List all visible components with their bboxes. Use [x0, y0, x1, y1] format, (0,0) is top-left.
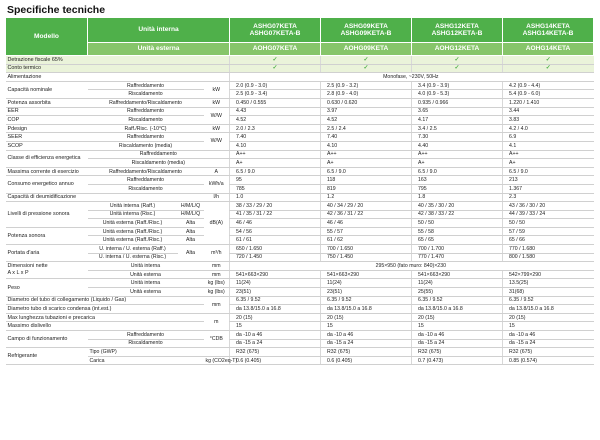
row-scop — [6, 141, 594, 150]
cell: 50 / 50 — [412, 219, 503, 228]
cell: 50 / 50 — [503, 219, 594, 228]
sub-hml: H/M/L/Q — [178, 210, 204, 219]
cell: 770 / 1.470 — [412, 253, 503, 262]
cell: 20 (15) — [412, 313, 503, 322]
cell: 2.5 / 2.4 — [321, 124, 412, 133]
sub-risc: Riscaldamento — [88, 339, 204, 348]
cell: 25(55) — [412, 288, 503, 297]
row-ps-ui — [6, 236, 594, 245]
cell: da 13.8/15.0 a 16.8 — [321, 305, 412, 314]
cell: 542×799×290 — [503, 270, 594, 279]
sub-alta: Alta — [178, 245, 204, 262]
cell: 31(68) — [503, 288, 594, 297]
cell: 20 (15) — [321, 313, 412, 322]
cell: 55 / 57 — [321, 227, 412, 236]
cell: R32 (675) — [321, 348, 412, 357]
cell: 3.44 — [503, 107, 594, 116]
cell: 4.17 — [412, 116, 503, 125]
cell: 15 — [503, 322, 594, 331]
spec-table — [5, 17, 594, 365]
cell: 6.5 / 9.0 — [321, 167, 412, 176]
cell: da 13.8/15.0 a 16.8 — [412, 305, 503, 314]
row-classe-risc — [6, 159, 594, 168]
cell: 7.30 — [412, 133, 503, 142]
model-ext-0: AOHG07KETA — [230, 43, 321, 56]
cell: 42 / 38 / 33 / 22 — [412, 210, 503, 219]
cell: A+ — [230, 159, 321, 168]
cell: 0.450 / 0.555 — [230, 98, 321, 107]
label-capacita: Capacità nominale — [6, 81, 88, 98]
cell: 3.83 — [503, 116, 594, 125]
sub-ui: Unità interna — [88, 262, 204, 271]
unit-a: A — [204, 167, 230, 176]
row-ps-ue — [6, 227, 594, 236]
unit-mm: mm — [204, 296, 230, 313]
model-int-1: ASHG09KETA ASHG09KETA-B — [321, 18, 412, 43]
cell: 0.630 / 0.620 — [321, 98, 412, 107]
cell: 1.8 — [412, 193, 503, 202]
label-deum: Capacità di deumidificazione — [6, 193, 204, 202]
sub-alta: Alta — [178, 219, 204, 228]
row-detrazione — [6, 56, 594, 65]
cell: A+ — [321, 159, 412, 168]
sub-ui-ue-raff: U. interna / U. esterna (Raff.) — [88, 245, 178, 254]
cell: 40 / 35 / 30 / 20 — [412, 202, 503, 211]
cell: 0.7 (0.473) — [412, 356, 503, 365]
row-peso-ui — [6, 279, 594, 288]
cell: 3.65 — [412, 107, 503, 116]
sub-tipo: Tipo (GWP) — [88, 348, 204, 357]
unita-esterna-header: Unità esterna — [88, 43, 230, 56]
row-alimentazione — [6, 73, 594, 82]
check-icon: ✓ — [321, 56, 412, 65]
row-dislivello — [6, 322, 594, 331]
cell: A++ — [230, 150, 321, 159]
cell: 38 / 33 / 29 / 20 — [230, 202, 321, 211]
cell: 2.0 / 2.3 — [230, 124, 321, 133]
cell: 0.6 (0.405) — [321, 356, 412, 365]
cell: 4.52 — [321, 116, 412, 125]
cell: R32 (675) — [230, 348, 321, 357]
row-lps-ui-risc — [6, 210, 594, 219]
unit-mm: mm — [204, 262, 230, 271]
sub-ui-raff: Unità interna (Raff.) — [88, 202, 178, 211]
unit-mm: mm — [204, 270, 230, 279]
check-icon: ✓ — [503, 56, 594, 65]
model-int-3: ASHG14KETA ASHG14KETA-B — [503, 18, 594, 43]
unit-kwh: kWh/a — [204, 176, 230, 193]
model-ext-1: AOHG09KETA — [321, 43, 412, 56]
cell: 720 / 1.450 — [230, 253, 321, 262]
cell: 15 — [321, 322, 412, 331]
cell: 3.4 / 2.5 — [412, 124, 503, 133]
unit-empty — [204, 348, 230, 357]
cell: R32 (675) — [503, 348, 594, 357]
unit-lh: l/h — [204, 193, 230, 202]
cell: 13.5(25) — [503, 279, 594, 288]
sub-raff-risc: Raffreddamento/Riscaldamento — [88, 167, 204, 176]
model-int-2: ASHG12KETA ASHG12KETA-B — [412, 18, 503, 43]
unit-ww: W/W — [204, 133, 230, 150]
row-potenza — [6, 98, 594, 107]
cell: 1.220 / 1.410 — [503, 98, 594, 107]
row-portata-raff — [6, 245, 594, 254]
cell: 213 — [503, 176, 594, 185]
label-eer: EER — [6, 107, 88, 116]
sub-raff: Raffreddamento — [88, 176, 204, 185]
cell: 0.935 / 0.966 — [412, 98, 503, 107]
row-consumo-raff — [6, 176, 594, 185]
unit-dba: dB(A) — [204, 202, 230, 245]
unit-ww: W/W — [204, 107, 230, 124]
label-refrigerante: Refrigerante — [6, 348, 88, 365]
sub-ue-raff-risc: Unità esterna (Raff./Risc.) — [88, 219, 178, 228]
cell: 6.35 / 9.52 — [503, 296, 594, 305]
row-dim-ui — [6, 262, 594, 271]
sub-raff: Raffreddamento — [88, 133, 204, 142]
cell: 700 / 1.700 — [412, 245, 503, 254]
cell: 11(24) — [321, 279, 412, 288]
sub-raff-risc: Raffreddamento/Riscaldamento — [88, 98, 204, 107]
cell: 0.85 (0.574) — [503, 356, 594, 365]
cell: da 13.8/15.0 a 16.8 — [230, 305, 321, 314]
check-icon: ✓ — [503, 64, 594, 73]
sub-ui: Unità interna — [88, 279, 204, 288]
label-alimentazione: Alimentazione — [6, 73, 230, 82]
sub-ue-raff-risc: Unità esterna (Raff./Risc.) — [88, 236, 178, 245]
label-pdesign: Pdesign — [6, 124, 88, 133]
cell: da -10 a 46 — [321, 331, 412, 340]
sub-ue: Unità esterna — [88, 270, 204, 279]
sub-pdesign: Raff./Risc. (-10°C) — [88, 124, 204, 133]
value-alimentazione: Monofase, ~230V, 50Hz — [230, 73, 594, 82]
label-conto: Conto termico — [6, 64, 230, 73]
cell: 700 / 1.650 — [321, 245, 412, 254]
row-lps-ui-raff — [6, 202, 594, 211]
cell: 4.1 — [503, 141, 594, 150]
label-detrazione: Detrazione fiscale 65% — [6, 56, 230, 65]
check-icon: ✓ — [321, 64, 412, 73]
cell: A++ — [503, 150, 594, 159]
row-pdesign — [6, 124, 594, 133]
cell: da 13.8/15.0 a 16.8 — [503, 305, 594, 314]
unit-kgco2: kg (CO2eq-T) — [205, 357, 238, 364]
row-lps-ue — [6, 219, 594, 228]
cell: 800 / 1.580 — [503, 253, 594, 262]
cell: 6.5 / 9.0 — [230, 167, 321, 176]
sub-raff: Raffreddamento — [88, 81, 204, 90]
unit-m3h: m³/h — [204, 245, 230, 262]
cell: da -10 a 46 — [412, 331, 503, 340]
label-dimensioni: Dimensioni nette A x L x P — [6, 262, 88, 279]
cell: 3.4 (0.9 - 3.9) — [412, 81, 503, 90]
label-peso: Peso — [6, 279, 88, 296]
cell: 2.3 — [503, 193, 594, 202]
cell: 541×663×290 — [230, 270, 321, 279]
sub-hml: H/M/L/Q — [178, 202, 204, 211]
sub-risc: Riscaldamento — [88, 184, 204, 193]
cell: R32 (675) — [412, 348, 503, 357]
label-condensa: Diametro tubo di scarico condensa (int.est.) — [6, 305, 204, 314]
sub-raff: Raffreddamento — [88, 107, 204, 116]
cell: 819 — [321, 184, 412, 193]
cell: A++ — [321, 150, 412, 159]
cell: 65 / 65 — [412, 236, 503, 245]
row-cop — [6, 116, 594, 125]
cell: 4.10 — [321, 141, 412, 150]
unit-cdb: °CDB — [204, 331, 230, 348]
cell: 15 — [230, 322, 321, 331]
cell: 40 / 34 / 29 / 20 — [321, 202, 412, 211]
cell: 295×950 (fato muro: 840)×230 — [230, 262, 594, 271]
row-consumo-risc — [6, 184, 594, 193]
cell: 61 / 61 — [230, 236, 321, 245]
row-cap-risc — [6, 90, 594, 99]
page-title: Specifiche tecniche — [7, 4, 106, 16]
cell: 3.97 — [321, 107, 412, 116]
sub-risc-media: Riscaldamento (media) — [88, 159, 230, 168]
cell: 44 / 39 / 33 / 24 — [503, 210, 594, 219]
row-refrig-tipo — [6, 348, 594, 357]
cell: 54 / 56 — [230, 227, 321, 236]
cell: 4.40 — [412, 141, 503, 150]
row-peso-ue — [6, 288, 594, 297]
cell: 6.9 — [503, 133, 594, 142]
cell: 541×663×290 — [321, 270, 412, 279]
row-deum — [6, 193, 594, 202]
unit-kw: kW — [204, 98, 230, 107]
cell: 7.40 — [321, 133, 412, 142]
sub-raff: Raffreddamento — [88, 331, 204, 340]
sub-alta: Alta — [178, 236, 204, 245]
label-potenza-sonora: Potenza sonora — [6, 227, 88, 244]
label-cop: COP — [6, 116, 88, 125]
row-campo-raff — [6, 331, 594, 340]
cell: 650 / 1.650 — [230, 245, 321, 254]
sub-raff: Raffreddamento — [88, 150, 230, 159]
row-conto — [6, 64, 594, 73]
row-seer — [6, 133, 594, 142]
row-cap-raff — [6, 81, 594, 90]
sub-carica: Carica — [88, 356, 204, 365]
label-diametro: Diametro del tubo di collegamento (Liquido / Gas) — [6, 296, 204, 305]
cell: 4.43 — [230, 107, 321, 116]
cell: 46 / 46 — [321, 219, 412, 228]
cell: 55 / 58 — [412, 227, 503, 236]
cell: 46 / 46 — [230, 219, 321, 228]
row-condensa — [6, 305, 594, 314]
cell: 20 (15) — [230, 313, 321, 322]
cell: 61 / 62 — [321, 236, 412, 245]
check-icon: ✓ — [412, 56, 503, 65]
label-livelli: Livelli di pressione sonora — [6, 202, 88, 228]
sub-ue-raff-risc: Unità esterna (Raff./Risc.) — [88, 227, 178, 236]
cell: 0.6 (0.405) — [230, 356, 321, 365]
row-eer — [6, 107, 594, 116]
row-portata-risc — [6, 253, 594, 262]
cell: 11(24) — [412, 279, 503, 288]
cell: 4.52 — [230, 116, 321, 125]
sub-ui-ue-risc: U. interna / U. esterna (Risc.) — [88, 253, 178, 262]
cell: 4.2 / 4.0 — [503, 124, 594, 133]
row-campo-risc — [6, 339, 594, 348]
sub-alta: Alta — [178, 227, 204, 236]
cell: 15 — [412, 322, 503, 331]
unit-kg: kg (lbs) — [204, 279, 230, 288]
sub-ue: Unità esterna — [88, 288, 204, 297]
cell: 770 / 1.680 — [503, 245, 594, 254]
cell: 1.2 — [321, 193, 412, 202]
cell: da -15 a 24 — [230, 339, 321, 348]
row-diametro — [6, 296, 594, 305]
cell: 5.4 (0.9 - 6.0) — [503, 90, 594, 99]
cell: 750 / 1.450 — [321, 253, 412, 262]
unit-kw: kW — [204, 81, 230, 98]
cell: 541×663×290 — [412, 270, 503, 279]
cell: 41 / 35 / 31 / 22 — [230, 210, 321, 219]
header-row-indoor — [6, 18, 594, 43]
cell: A+ — [503, 159, 594, 168]
cell: 23(51) — [230, 288, 321, 297]
model-ext-2: AOHG12KETA — [412, 43, 503, 56]
cell: A++ — [412, 150, 503, 159]
cell: 6.35 / 9.52 — [321, 296, 412, 305]
label-classe: Classe di efficienza energetica — [6, 150, 88, 167]
cell: 7.40 — [230, 133, 321, 142]
label-seer: SEER — [6, 133, 88, 142]
unit-kg: kg (lbs) — [204, 288, 230, 297]
cell: 1.0 — [230, 193, 321, 202]
cell: da -15 a 24 — [412, 339, 503, 348]
row-lunghezza — [6, 313, 594, 322]
row-massima — [6, 167, 594, 176]
cell: 2.5 (0.9 - 3.4) — [230, 90, 321, 99]
check-icon: ✓ — [230, 56, 321, 65]
check-icon: ✓ — [230, 64, 321, 73]
cell: 4.0 (0.9 - 5.3) — [412, 90, 503, 99]
cell: 4.2 (0.9 - 4.4) — [503, 81, 594, 90]
cell: 6.5 / 9.0 — [412, 167, 503, 176]
cell: 118 — [321, 176, 412, 185]
cell: 23(51) — [321, 288, 412, 297]
modello-header: Modello — [6, 18, 88, 56]
header-row-outdoor — [6, 43, 594, 56]
label-portata: Portata d'aria — [6, 245, 88, 262]
row-classe-raff — [6, 150, 594, 159]
cell: 4.10 — [230, 141, 321, 150]
cell: da -15 a 24 — [321, 339, 412, 348]
label-potenza: Potenza assorbita — [6, 98, 88, 107]
cell: 42 / 36 / 31 / 22 — [321, 210, 412, 219]
cell: da -10 a 46 — [230, 331, 321, 340]
cell: 2.0 (0.9 - 3.0) — [230, 81, 321, 90]
label-campo: Campo di funzionamento — [6, 331, 88, 348]
model-ext-3: AOHG14KETA — [503, 43, 594, 56]
cell: 6.35 / 9.52 — [230, 296, 321, 305]
cell: da -15 a 24 — [503, 339, 594, 348]
label-consumo: Consumo energetico annuo — [6, 176, 88, 193]
cell: 163 — [412, 176, 503, 185]
cell: 6.5 / 9.0 — [503, 167, 594, 176]
sub-risc-media: Riscaldamento (media) — [88, 141, 204, 150]
cell: 795 — [412, 184, 503, 193]
unit-kw: kW — [204, 124, 230, 133]
cell: da -10 a 46 — [503, 331, 594, 340]
cell: 6.35 / 9.52 — [412, 296, 503, 305]
cell: 2.8 (0.9 - 4.0) — [321, 90, 412, 99]
unit-m: m — [204, 313, 230, 330]
cell: 20 (15) — [503, 313, 594, 322]
cell: 1.367 — [503, 184, 594, 193]
label-massima: Massima corrente di esercizio — [6, 167, 88, 176]
check-icon: ✓ — [412, 64, 503, 73]
unita-interna-header: Unità interna — [88, 18, 230, 43]
cell: 785 — [230, 184, 321, 193]
cell: A+ — [412, 159, 503, 168]
row-dim-ue — [6, 270, 594, 279]
cell: 43 / 36 / 30 / 20 — [503, 202, 594, 211]
sub-risc: Riscaldamento — [88, 90, 204, 99]
sub-risc: Riscaldamento — [88, 116, 204, 125]
cell: 95 — [230, 176, 321, 185]
cell: 2.5 (0.9 - 3.2) — [321, 81, 412, 90]
label-lunghezza: Max lunghezza tubazioni e precarica — [6, 313, 204, 322]
cell: 11(24) — [230, 279, 321, 288]
row-refrig-carica — [6, 356, 594, 365]
sub-ui-risc: Unità interna (Risc.) — [88, 210, 178, 219]
model-int-0: ASHG07KETA ASHG07KETA-B — [230, 18, 321, 43]
label-dislivello: Massimo dislivello — [6, 322, 204, 331]
label-scop: SCOP — [6, 141, 88, 150]
cell: 57 / 59 — [503, 227, 594, 236]
cell: 65 / 66 — [503, 236, 594, 245]
